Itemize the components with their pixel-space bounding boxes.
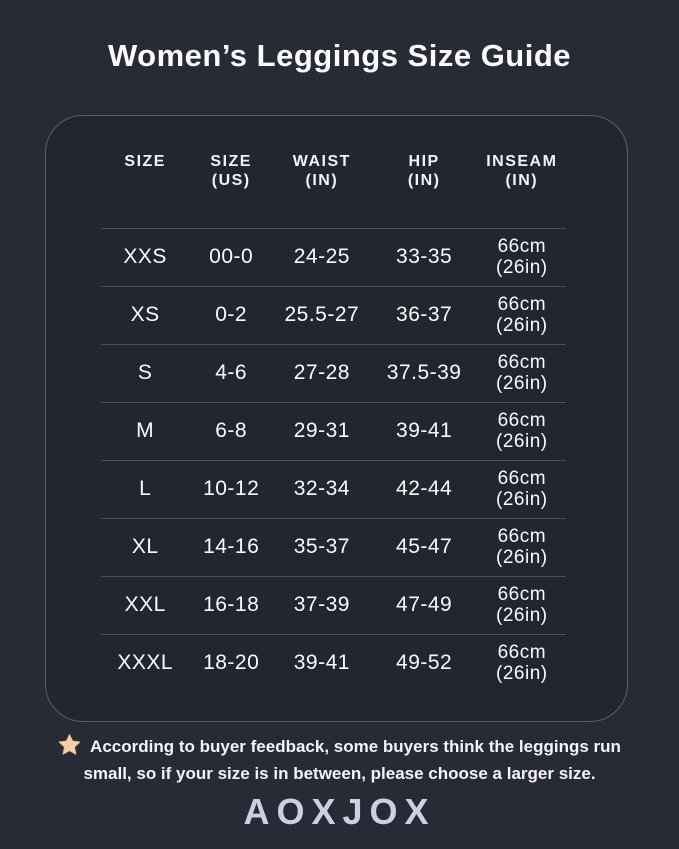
table-row — [101, 634, 566, 692]
inseam-cm: 66cm — [497, 410, 547, 431]
hip-cell: 45-47 — [396, 535, 453, 558]
inseam-in: (26in) — [496, 257, 548, 278]
inseam-cell — [478, 518, 566, 576]
waist-cell: 32-34 — [293, 477, 350, 500]
hip-cell: 36-37 — [396, 303, 453, 326]
hip-cell: 37.5-39 — [386, 361, 462, 384]
size-us-cell: 6-8 — [215, 419, 248, 442]
size-us-cell: 18-20 — [203, 651, 260, 675]
column-header-hip — [371, 116, 478, 228]
size-us-cell: 0-2 — [215, 303, 248, 326]
inseam-cm: 66cm — [497, 526, 547, 547]
size-table-panel — [45, 115, 628, 722]
table-row — [101, 228, 566, 286]
column-header-size — [101, 116, 189, 228]
brand-logo: AOXJOX — [243, 791, 436, 832]
column-unit: (IN) — [305, 172, 339, 189]
page-title: Women’s Leggings Size Guide — [107, 38, 572, 73]
size-cell: L — [139, 477, 152, 500]
inseam-in: (26in) — [496, 663, 548, 685]
note-text-line2: small, so if your size is in between, please choose a larger size. — [83, 764, 596, 783]
inseam-cell — [478, 344, 566, 402]
column-label: WAIST — [292, 153, 351, 170]
table-row — [101, 402, 566, 460]
hip-cell: 47-49 — [396, 593, 453, 616]
table-header-row — [101, 116, 566, 228]
size-cell: M — [136, 419, 155, 442]
size-table — [101, 116, 566, 692]
column-label: INSEAM — [486, 153, 558, 170]
size-us-cell: 00-0 — [209, 245, 254, 268]
note-text-line1: According to buyer feedback, some buyers think the leggings run — [90, 737, 621, 756]
inseam-in: (26in) — [496, 315, 548, 336]
table-row — [101, 344, 566, 402]
column-label: SIZE — [210, 153, 252, 170]
size-us-cell: 16-18 — [203, 593, 260, 616]
hip-cell: 42-44 — [396, 477, 453, 500]
size-us-cell: 10-12 — [203, 477, 260, 500]
size-us-cell: 14-16 — [203, 535, 260, 558]
waist-cell: 37-39 — [293, 593, 350, 616]
column-header-size-us — [189, 116, 273, 228]
inseam-cm: 66cm — [497, 236, 547, 257]
hip-cell: 39-41 — [396, 419, 453, 442]
inseam-cell — [478, 460, 566, 518]
column-header-waist — [273, 116, 371, 228]
column-unit: (IN) — [505, 172, 539, 189]
feedback-note-line1 — [58, 737, 621, 756]
waist-cell: 25.5-27 — [284, 303, 360, 326]
waist-cell: 27-28 — [293, 361, 350, 384]
column-header-inseam — [478, 116, 566, 228]
inseam-cm: 66cm — [497, 468, 547, 489]
inseam-in: (26in) — [496, 373, 548, 394]
inseam-cell — [478, 576, 566, 634]
inseam-in: (26in) — [496, 431, 548, 452]
hip-cell: 33-35 — [396, 245, 453, 268]
inseam-cm: 66cm — [497, 584, 547, 605]
table-row — [101, 460, 566, 518]
inseam-cm: 66cm — [497, 642, 547, 664]
size-us-cell: 4-6 — [215, 361, 248, 384]
inseam-cm: 66cm — [497, 352, 547, 373]
hip-cell: 49-52 — [396, 651, 453, 675]
waist-cell: 39-41 — [293, 651, 350, 675]
table-row — [101, 576, 566, 634]
waist-cell: 35-37 — [293, 535, 350, 558]
waist-cell: 24-25 — [293, 245, 350, 268]
column-unit: (US) — [211, 172, 251, 189]
table-row — [101, 518, 566, 576]
inseam-cm: 66cm — [497, 294, 547, 315]
table-row — [101, 286, 566, 344]
size-cell: XS — [130, 303, 160, 326]
column-unit: (IN) — [407, 172, 441, 189]
inseam-cell — [478, 286, 566, 344]
waist-cell: 29-31 — [293, 419, 350, 442]
size-cell: XXS — [123, 245, 167, 268]
column-label: HIP — [408, 153, 440, 170]
inseam-in: (26in) — [496, 605, 548, 626]
size-cell: S — [137, 361, 153, 384]
size-cell: XXXL — [117, 651, 174, 675]
inseam-in: (26in) — [496, 547, 548, 568]
column-label: SIZE — [124, 153, 166, 170]
inseam-in: (26in) — [496, 489, 548, 510]
inseam-cell — [478, 402, 566, 460]
star-icon — [58, 733, 81, 756]
feedback-note — [0, 733, 679, 787]
size-cell: XL — [131, 535, 159, 558]
inseam-cell — [478, 634, 566, 692]
inseam-cell — [478, 228, 566, 286]
size-cell: XXL — [124, 593, 166, 616]
